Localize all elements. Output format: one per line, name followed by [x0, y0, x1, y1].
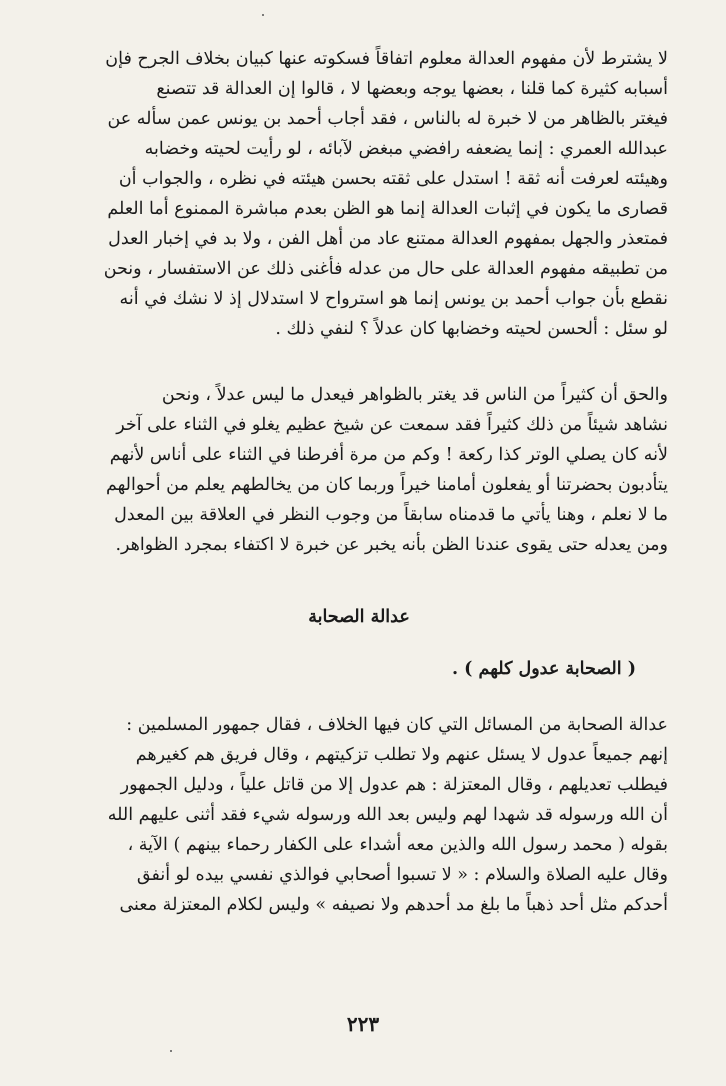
paragraph-line: فمتعذر والجهل بمفهوم العدالة ممتنع عاد من أهل الفن ، ولا بد في إخبار العدل	[108, 229, 668, 249]
paragraph-line: إنهم جميعاً عدول لا يسئل عنهم ولا تطلب تزكيتهم ، وقال فريق هم كغيرهم	[135, 745, 668, 765]
paragraph-line: قصارى ما يكون في إثبات العدالة إنما هو الظن بعدم مباشرة الممنوع أما العلم	[107, 199, 668, 219]
paragraph-line: فيغتر بالظاهر من لا خبرة له بالناس ، فقد أجاب أحمد بن يونس عمن سأله عن	[107, 109, 668, 129]
paragraph-line: يتأدبون بحضرتنا أو يفعلون أمامنا خيراً وربما كان من يخالطهم يعلم من أحوالهم	[105, 475, 668, 495]
paragraph-line: ما لا نعلم ، وهنا يأتي ما قدمناه سابقاً من وجوب النظر في العلاقة بين المعدل	[114, 505, 668, 525]
paragraph-line: نشاهد شيئاً من ذلك كثيراً فقد سمعت عن شيخ عظيم يغلو في الثناء على آخر	[116, 415, 668, 435]
page-number: ٢٢٣	[346, 1012, 380, 1036]
paragraph-line: لأنه كان يصلي الوتر كذا ركعة ! وكم من مرة أفرطنا في الثناء على أناس لأنهم	[109, 445, 668, 465]
paragraph-line: عدالة الصحابة من المسائل التي كان فيها الخلاف ، فقال جمهور المسلمين :	[126, 715, 668, 735]
paragraph-line: لو سئل : ألحسن لحيته وخضابها كان عدلاً ؟ لنفي ذلك .	[275, 319, 668, 339]
paragraph-line: أسبابه كثيرة كما قلنا ، بعضها يوجه وبعضها لا ، قالوا إن العدالة قد تتصنع	[156, 79, 668, 99]
paper-speck	[170, 1050, 172, 1052]
paragraph-3	[50, 710, 668, 920]
paper-speck	[262, 14, 264, 16]
paragraph-line: عبدالله العمري : إنما يضعفه رافضي مبغض لآبائه ، لو رأيت لحيته وخضابه	[144, 139, 668, 159]
paragraph-line: ومن يعدله حتى يقوى عندنا الظن بأنه يخبر عن خبرة لا اكتفاء بمجرد الظواهر.	[115, 535, 668, 555]
paragraph-line: نقطع بأن جواب أحمد بن يونس إنما هو استرواح لا استدلال إذ لا نشك في أنه	[119, 289, 668, 309]
paragraph-line: فيطلب تعديلهم ، وقال المعتزلة : هم عدول إلا من قاتل علياً ، ودليل الجمهور	[120, 775, 668, 795]
paragraph-line: أن الله ورسوله قد شهدا لهم وليس بعد الله ورسوله شيء فقد أثنى عليهم الله	[107, 805, 668, 825]
paragraph-2	[50, 380, 668, 560]
paragraph-1	[50, 44, 668, 344]
quoted-statement: ( الصحابة عدول كلهم ) .	[452, 659, 636, 679]
paragraph-line: والحق أن كثيراً من الناس قد يغتر بالظواهر فيعدل ما ليس عدلاً ، ونحن	[161, 385, 668, 405]
paragraph-line: وقال عليه الصلاة والسلام : « لا تسبوا أصحابي فوالذي نفسي بيده لو أنفق	[136, 865, 668, 885]
paragraph-line: لا يشترط لأن مفهوم العدالة معلوم اتفاقاً فسكوته عنها كبيان بخلاف الجرح فإن	[105, 49, 668, 69]
paragraph-line: وهيئته لعرفت أنه ثقة ! استدل على ثقته بحسن هيئته في نظره ، والجواب أن	[118, 169, 668, 189]
paragraph-line: من تطبيقه مفهوم العدالة على حال من عدله فأغنى ذلك عن الاستفسار ، ونحن	[103, 259, 668, 279]
paragraph-line: بقوله ( محمد رسول الله والذين معه أشداء على الكفار رحماء بينهم ) الآية ،	[127, 835, 668, 855]
paragraph-line: أحدكم مثل أحد ذهباً ما بلغ مد أحدهم ولا نصيفه » وليس لكلام المعتزلة معنى	[119, 895, 668, 915]
section-heading: عدالة الصحابة	[308, 607, 410, 627]
